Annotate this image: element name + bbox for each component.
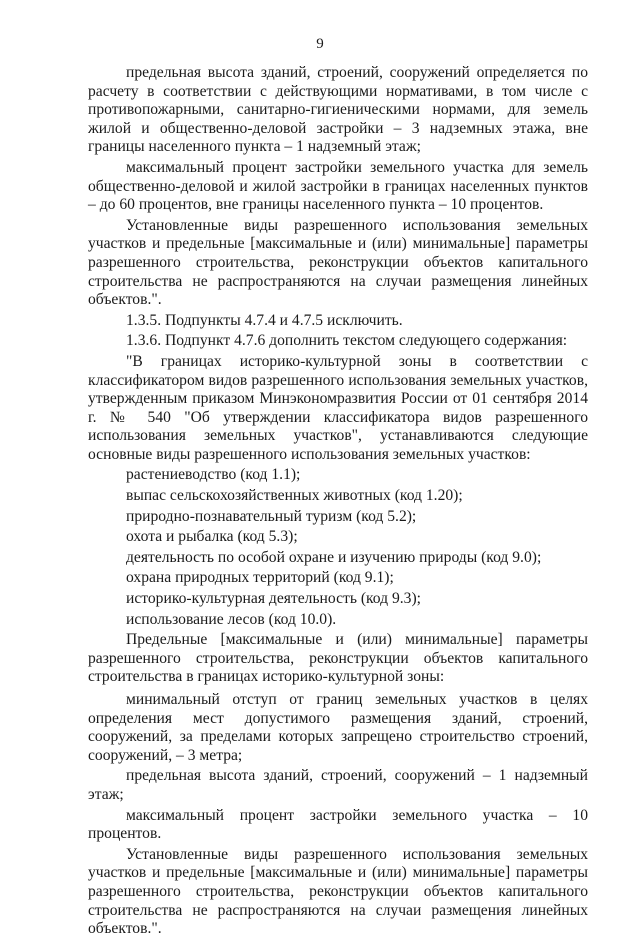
paragraph-min-setback: минимальный отступ от границ земельных участков в целях определения мест допустимого размещения зданий, строений, сооружений, за пределами которых запрещено строительство строений, сооружений, – 3 метра; [88,691,588,764]
paragraph-height-limit: предельная высота зданий, строений, сооружений определяется по расчету в соответствии с действующими нормативами, в том числе с противопожарными, санитарно-гигиеническими нормами, для земель жилой и общественно-деловой застройки – 3 надземных этажа, вне границы населенного пункта – 1 надземный этаж; [88,64,588,156]
list-item-use-type: историко-культурная деятельность (код 9.3); [126,590,422,608]
paragraph-historic-zone-intro: "В границах историко-культурной зоны в соответствии с классификатором видов разрешенного использования земельных участков, утвержденным приказом Минэкономразвития России от 01 сентября 2014 г. № 540 "Об утверждении классификатора видов разрешенного использования земельных участков", устанавливаются следующие основные виды разрешенного использования земельных участков: [88,352,588,463]
list-item-use-type: растениеводство (код 1.1); [126,466,301,484]
paragraph-zone-parameters-intro: Предельные [максимальные и (или) минимальные] параметры разрешенного строительства, реконструкции объектов капитального строительства в границах историко-культурной зоны: [88,631,588,686]
list-item-use-type: деятельность по особой охране и изучению природы (код 9.0); [126,548,542,566]
page-number: 9 [316,36,324,52]
document-body [88,64,588,939]
paragraph-coverage-limit: максимальный процент застройки земельного участка для земель общественно-деловой и жилой застройки в границах населенных пунктов – до 60 процентов, вне границы населенного пункта – 10 процентов. [88,158,588,214]
list-item-use-type: природно-познавательный туризм (код 5.2); [126,507,417,525]
paragraph-item-1-3-6: 1.3.6. Подпункт 4.7.6 дополнить текстом следующего содержания: [126,332,568,350]
list-item-use-type: охрана природных территорий (код 9.1); [126,569,394,587]
paragraph-zone-height-limit: предельная высота зданий, строений, сооружений – 1 надземный этаж; [88,767,588,803]
paragraph-zone-coverage-limit: максимальный процент застройки земельного участка – 10 процентов. [88,806,588,843]
paragraph-item-1-3-5: 1.3.5. Подпункты 4.7.4 и 4.7.5 исключить. [126,311,403,329]
list-item-use-type: выпас сельскохозяйственных животных (код 1.20); [126,487,463,505]
list-item-use-type: использование лесов (код 10.0). [126,610,337,628]
list-item-use-type: охота и рыбалка (код 5.3); [126,528,298,546]
paragraph-linear-objects-note: Установленные виды разрешенного использования земельных участков и предельные [максимальные и (или) минимальные] параметры разрешенного строительства, реконструкции объектов капитального строительства не распространяются на случаи размещения линейных объектов.". [88,216,588,309]
paragraph-zone-linear-objects-note: Установленные виды разрешенного использования земельных участков и предельные [максимальные и (или) минимальные] параметры разрешенного строительства, реконструкции объектов капитального строительства не распространяются на случаи размещения линейных объектов.". [88,845,588,938]
